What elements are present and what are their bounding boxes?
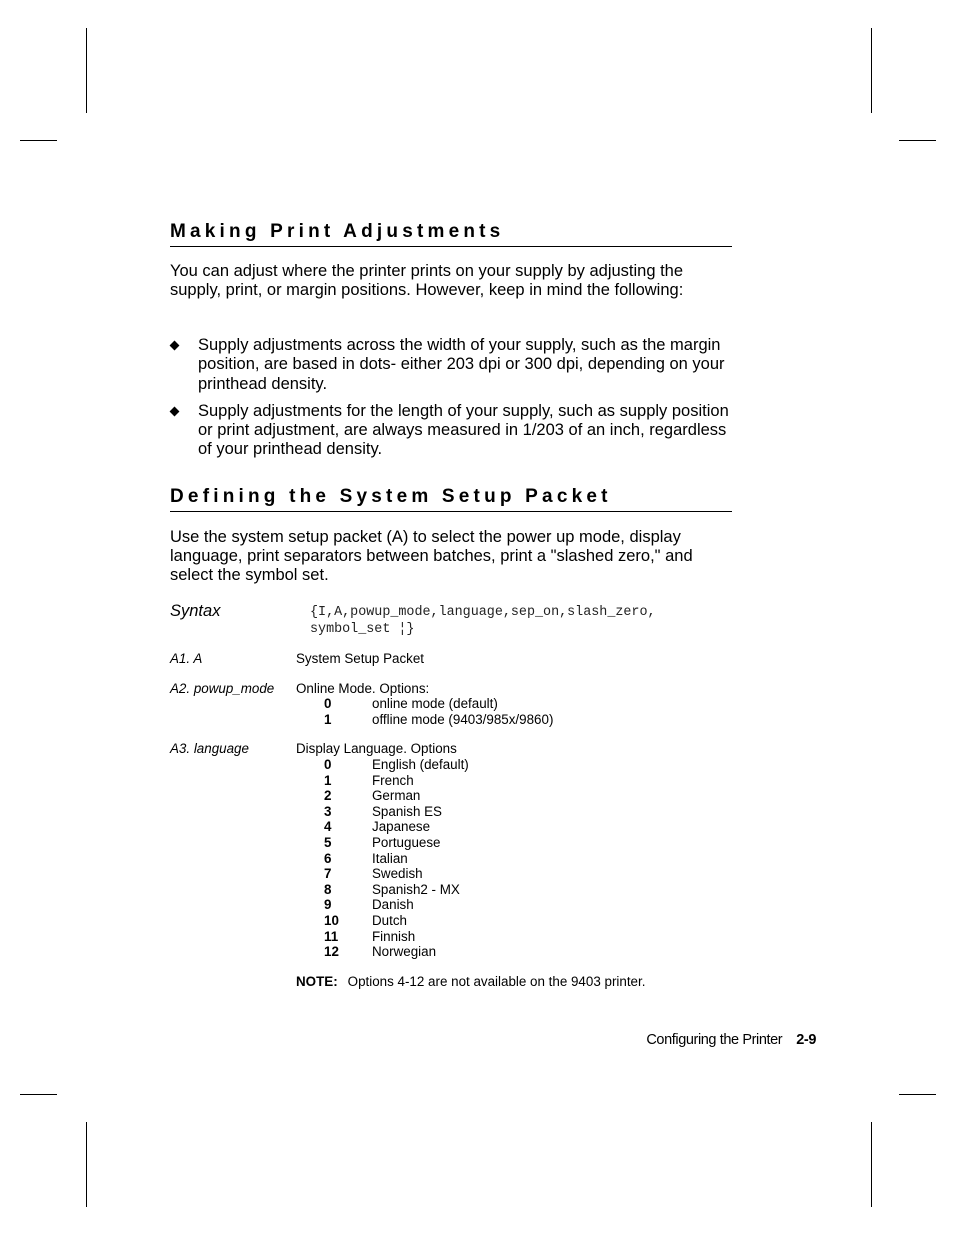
- note-label: NOTE:: [296, 974, 338, 989]
- option-code: 11: [324, 928, 339, 944]
- option-text: Dutch: [372, 912, 407, 928]
- option-row: [324, 757, 469, 773]
- option-text: Spanish ES: [372, 803, 442, 819]
- option-row: [324, 819, 469, 835]
- section-heading-print-adjustments: Making Print Adjustments: [170, 221, 732, 247]
- option-code: 5: [324, 834, 332, 850]
- syntax-code: [310, 604, 740, 638]
- param-label-a3: A3. language: [170, 741, 249, 756]
- option-text: Swedish: [372, 866, 423, 882]
- crop-mark: [899, 1094, 936, 1095]
- option-code: 1: [324, 772, 332, 788]
- bullet-text: Supply adjustments across the width of your supply, such as the margin position, are based in dots- either 203 dpi or 300 dpi, depending on your printhead density.: [198, 336, 725, 393]
- option-row: [324, 773, 469, 789]
- option-row: [324, 696, 553, 712]
- option-row: [324, 929, 469, 945]
- option-text: Spanish2 - MX: [372, 881, 460, 897]
- option-text: French: [372, 772, 414, 788]
- option-code: 3: [324, 803, 332, 819]
- crop-mark: [20, 140, 57, 141]
- option-code: 8: [324, 881, 332, 897]
- option-row: [324, 866, 469, 882]
- option-code: 2: [324, 788, 332, 804]
- option-row: [324, 712, 553, 728]
- option-code: 12: [324, 944, 339, 960]
- crop-mark: [86, 1122, 87, 1207]
- param-label-a2: A2. powup_mode: [170, 681, 275, 696]
- bullet-text: Supply adjustments for the length of your supply, such as supply position or print adjustment, are always measured in 1/203 of an inch, regardless of your printhead density.: [198, 401, 729, 459]
- param-label-a1: A1. A: [170, 651, 203, 666]
- option-text: Japanese: [372, 819, 431, 835]
- option-code: 6: [324, 850, 332, 866]
- option-list-a3: [324, 757, 469, 960]
- option-row: [324, 835, 469, 851]
- bullet-list: [170, 336, 730, 468]
- param-desc-a2: Online Mode. Options:: [296, 681, 430, 696]
- option-row: [324, 913, 469, 929]
- option-row: [324, 944, 469, 960]
- option-code: 4: [324, 819, 332, 835]
- syntax-line: {I,A,powup_mode,language,sep_on,slash_zero,: [310, 605, 656, 620]
- option-code: 10: [324, 912, 339, 928]
- page-footer: [646, 1032, 816, 1048]
- option-code: 0: [324, 757, 332, 772]
- syntax-label: Syntax: [170, 602, 221, 620]
- option-text: Portuguese: [372, 834, 441, 850]
- note: [296, 974, 645, 989]
- option-code: 0: [324, 696, 332, 711]
- option-text: online mode (default): [372, 696, 498, 711]
- option-row: [324, 788, 469, 804]
- option-text: Norwegian: [372, 944, 437, 960]
- crop-mark: [871, 1122, 872, 1207]
- crop-mark: [899, 140, 936, 141]
- option-text: English (default): [372, 757, 469, 772]
- option-list-a2: [324, 696, 553, 727]
- option-text: offline mode (9403/985x/9860): [372, 711, 554, 727]
- option-code: 7: [324, 866, 332, 882]
- diamond-bullet-icon: [170, 341, 180, 351]
- option-text: Finnish: [372, 928, 416, 944]
- section-heading-system-setup: Defining the System Setup Packet: [170, 486, 732, 512]
- param-desc-a3: Display Language. Options: [296, 741, 457, 756]
- crop-mark: [871, 28, 872, 113]
- crop-mark: [20, 1094, 57, 1095]
- crop-mark: [86, 28, 87, 113]
- option-row: [324, 851, 469, 867]
- option-text: Italian: [372, 850, 408, 866]
- list-item: [170, 402, 730, 460]
- option-code: 9: [324, 897, 332, 913]
- option-text: German: [372, 788, 421, 804]
- option-code: 1: [324, 711, 332, 727]
- param-desc-a1: System Setup Packet: [296, 651, 425, 666]
- option-row: [324, 897, 469, 913]
- note-text: Options 4-12 are not available on the 9403 printer.: [347, 974, 646, 989]
- intro-paragraph: Use the system setup packet (A) to select the power up mode, display language, print separators between batches, print a "slashed zero," and select the symbol set.: [170, 528, 693, 584]
- option-row: [324, 804, 469, 820]
- option-row: [324, 882, 469, 898]
- footer-chapter: Configuring the Printer: [646, 1032, 783, 1048]
- diamond-bullet-icon: [170, 406, 180, 416]
- option-text: Danish: [372, 897, 414, 913]
- syntax-line: symbol_set ¦}: [310, 622, 415, 637]
- intro-paragraph: You can adjust where the printer prints on your supply by adjusting the supply, print, or margin positions. However, keep in mind the following:: [170, 262, 684, 299]
- page-number: 2-9: [796, 1032, 816, 1048]
- list-item: [170, 336, 730, 394]
